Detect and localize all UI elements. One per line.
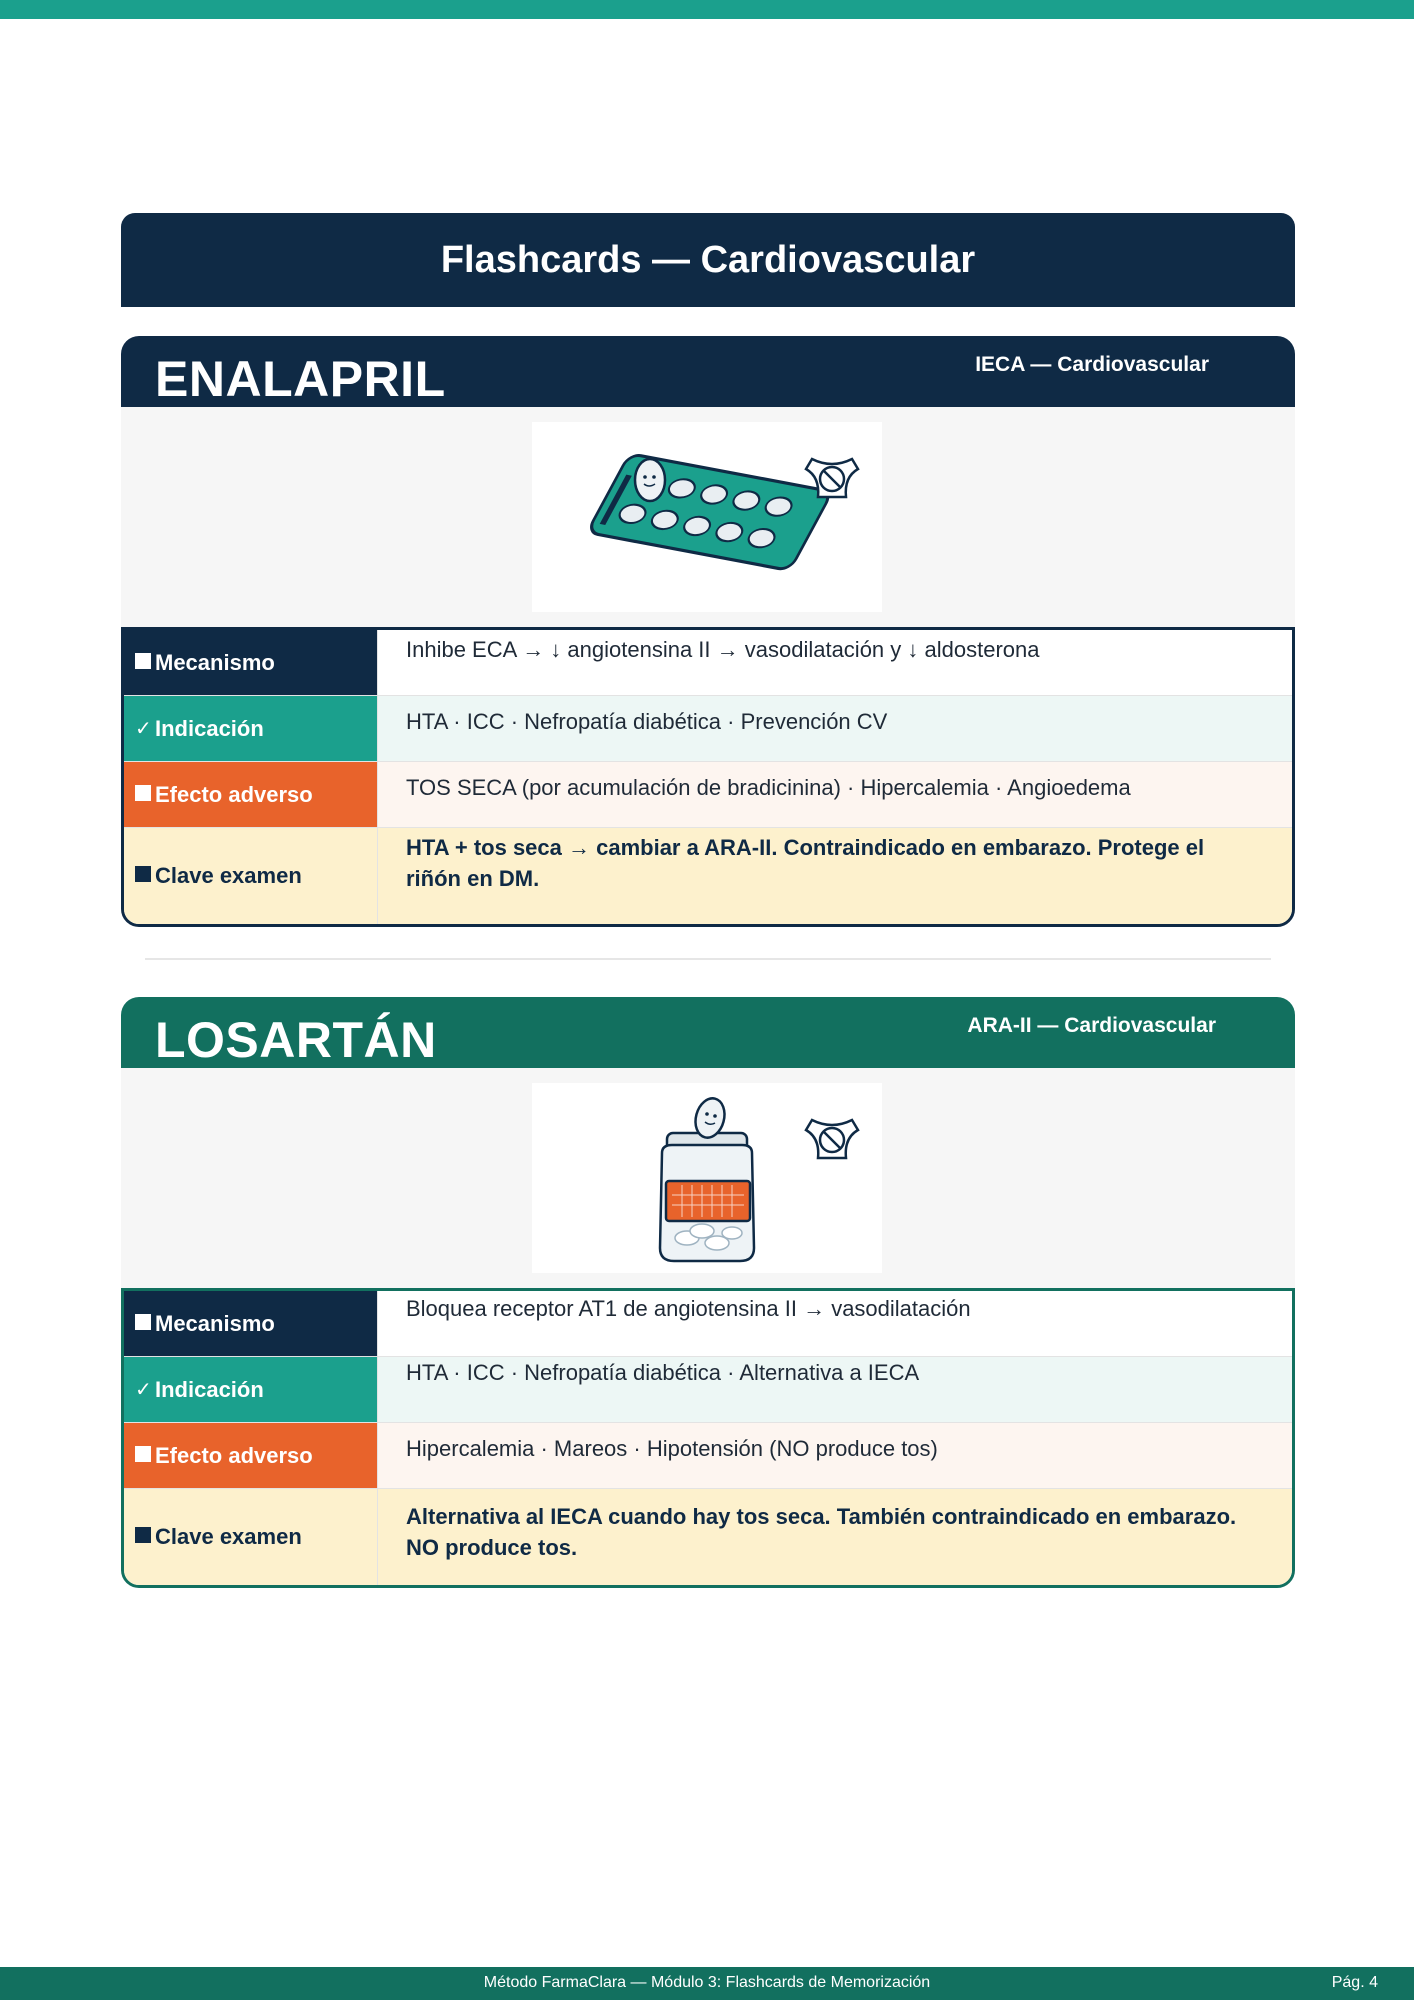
- square-bullet-icon: [135, 653, 151, 669]
- square-bullet-icon: [135, 1527, 151, 1543]
- blister-pack-icon: [532, 422, 882, 612]
- card-divider: [145, 958, 1271, 960]
- value-exam-key: HTA + tos seca → cambiar a ARA-II. Contraindicado en embarazo. Protege el riñón en DM.: [377, 828, 1292, 924]
- value-indication: HTA · ICC · Nefropatía diabética · Prevención CV: [377, 696, 1292, 761]
- pill-jar-icon: [532, 1083, 882, 1273]
- drug-name: LOSARTÁN: [155, 1012, 437, 1068]
- value-indication: HTA · ICC · Nefropatía diabética · Alternativa a IECA: [377, 1357, 1292, 1422]
- drug-class: IECA — Cardiovascular: [975, 353, 1209, 376]
- flashcard-enalapril: [121, 336, 1295, 927]
- info-table: [121, 627, 1295, 927]
- value-mechanism: Bloquea receptor AT1 de angiotensina II → vasodilatación: [377, 1291, 1292, 1356]
- value-exam-key: Alternativa al IECA cuando hay tos seca. También contraindicado en embarazo. NO produce tos.: [377, 1489, 1292, 1585]
- top-accent-bar: [0, 0, 1414, 19]
- square-bullet-icon: [135, 1314, 151, 1330]
- drug-name: ENALAPRIL: [155, 351, 446, 407]
- page-header: [121, 213, 1295, 307]
- row-adverse: [124, 762, 1292, 828]
- footer-text: Método FarmaClara — Módulo 3: Flashcards de Memorización: [483, 1974, 931, 1991]
- value-adverse: Hipercalemia · Mareos · Hipotensión (NO produce tos): [377, 1423, 1292, 1488]
- check-icon: ✓: [135, 1379, 152, 1401]
- row-indication: [124, 1357, 1292, 1423]
- label-adverse: Efecto adverso: [124, 1423, 377, 1488]
- value-mechanism: Inhibe ECA → ↓ angiotensina II → vasodilatación y ↓ aldosterona: [377, 630, 1292, 695]
- drug-class: ARA-II — Cardiovascular: [967, 1014, 1216, 1037]
- label-mechanism: Mecanismo: [124, 630, 377, 695]
- value-adverse: TOS SECA (por acumulación de bradicinina) · Hipercalemia · Angioedema: [377, 762, 1292, 827]
- info-table: [121, 1288, 1295, 1588]
- square-bullet-icon: [135, 1446, 151, 1462]
- card-image-area: [121, 1068, 1295, 1288]
- label-mechanism: Mecanismo: [124, 1291, 377, 1356]
- row-adverse: [124, 1423, 1292, 1489]
- check-icon: ✓: [135, 718, 152, 740]
- square-bullet-icon: [135, 785, 151, 801]
- card-image-area: [121, 407, 1295, 627]
- page-number: Pág. 4: [1331, 1974, 1378, 1991]
- card-header: [121, 336, 1295, 407]
- page-footer: [0, 1967, 1414, 2000]
- row-mechanism: [124, 1291, 1292, 1357]
- label-exam-key: Clave examen: [124, 828, 377, 924]
- label-indication: ✓ Indicación: [124, 1357, 377, 1422]
- row-exam-key: [124, 1489, 1292, 1585]
- square-bullet-icon: [135, 866, 151, 882]
- row-exam-key: [124, 828, 1292, 924]
- flashcard-losartan: [121, 997, 1295, 1588]
- label-exam-key: Clave examen: [124, 1489, 377, 1585]
- label-adverse: Efecto adverso: [124, 762, 377, 827]
- row-indication: [124, 696, 1292, 762]
- row-mechanism: [124, 630, 1292, 696]
- card-header: [121, 997, 1295, 1068]
- page-title: Flashcards — Cardiovascular: [440, 238, 976, 281]
- label-indication: ✓ Indicación: [124, 696, 377, 761]
